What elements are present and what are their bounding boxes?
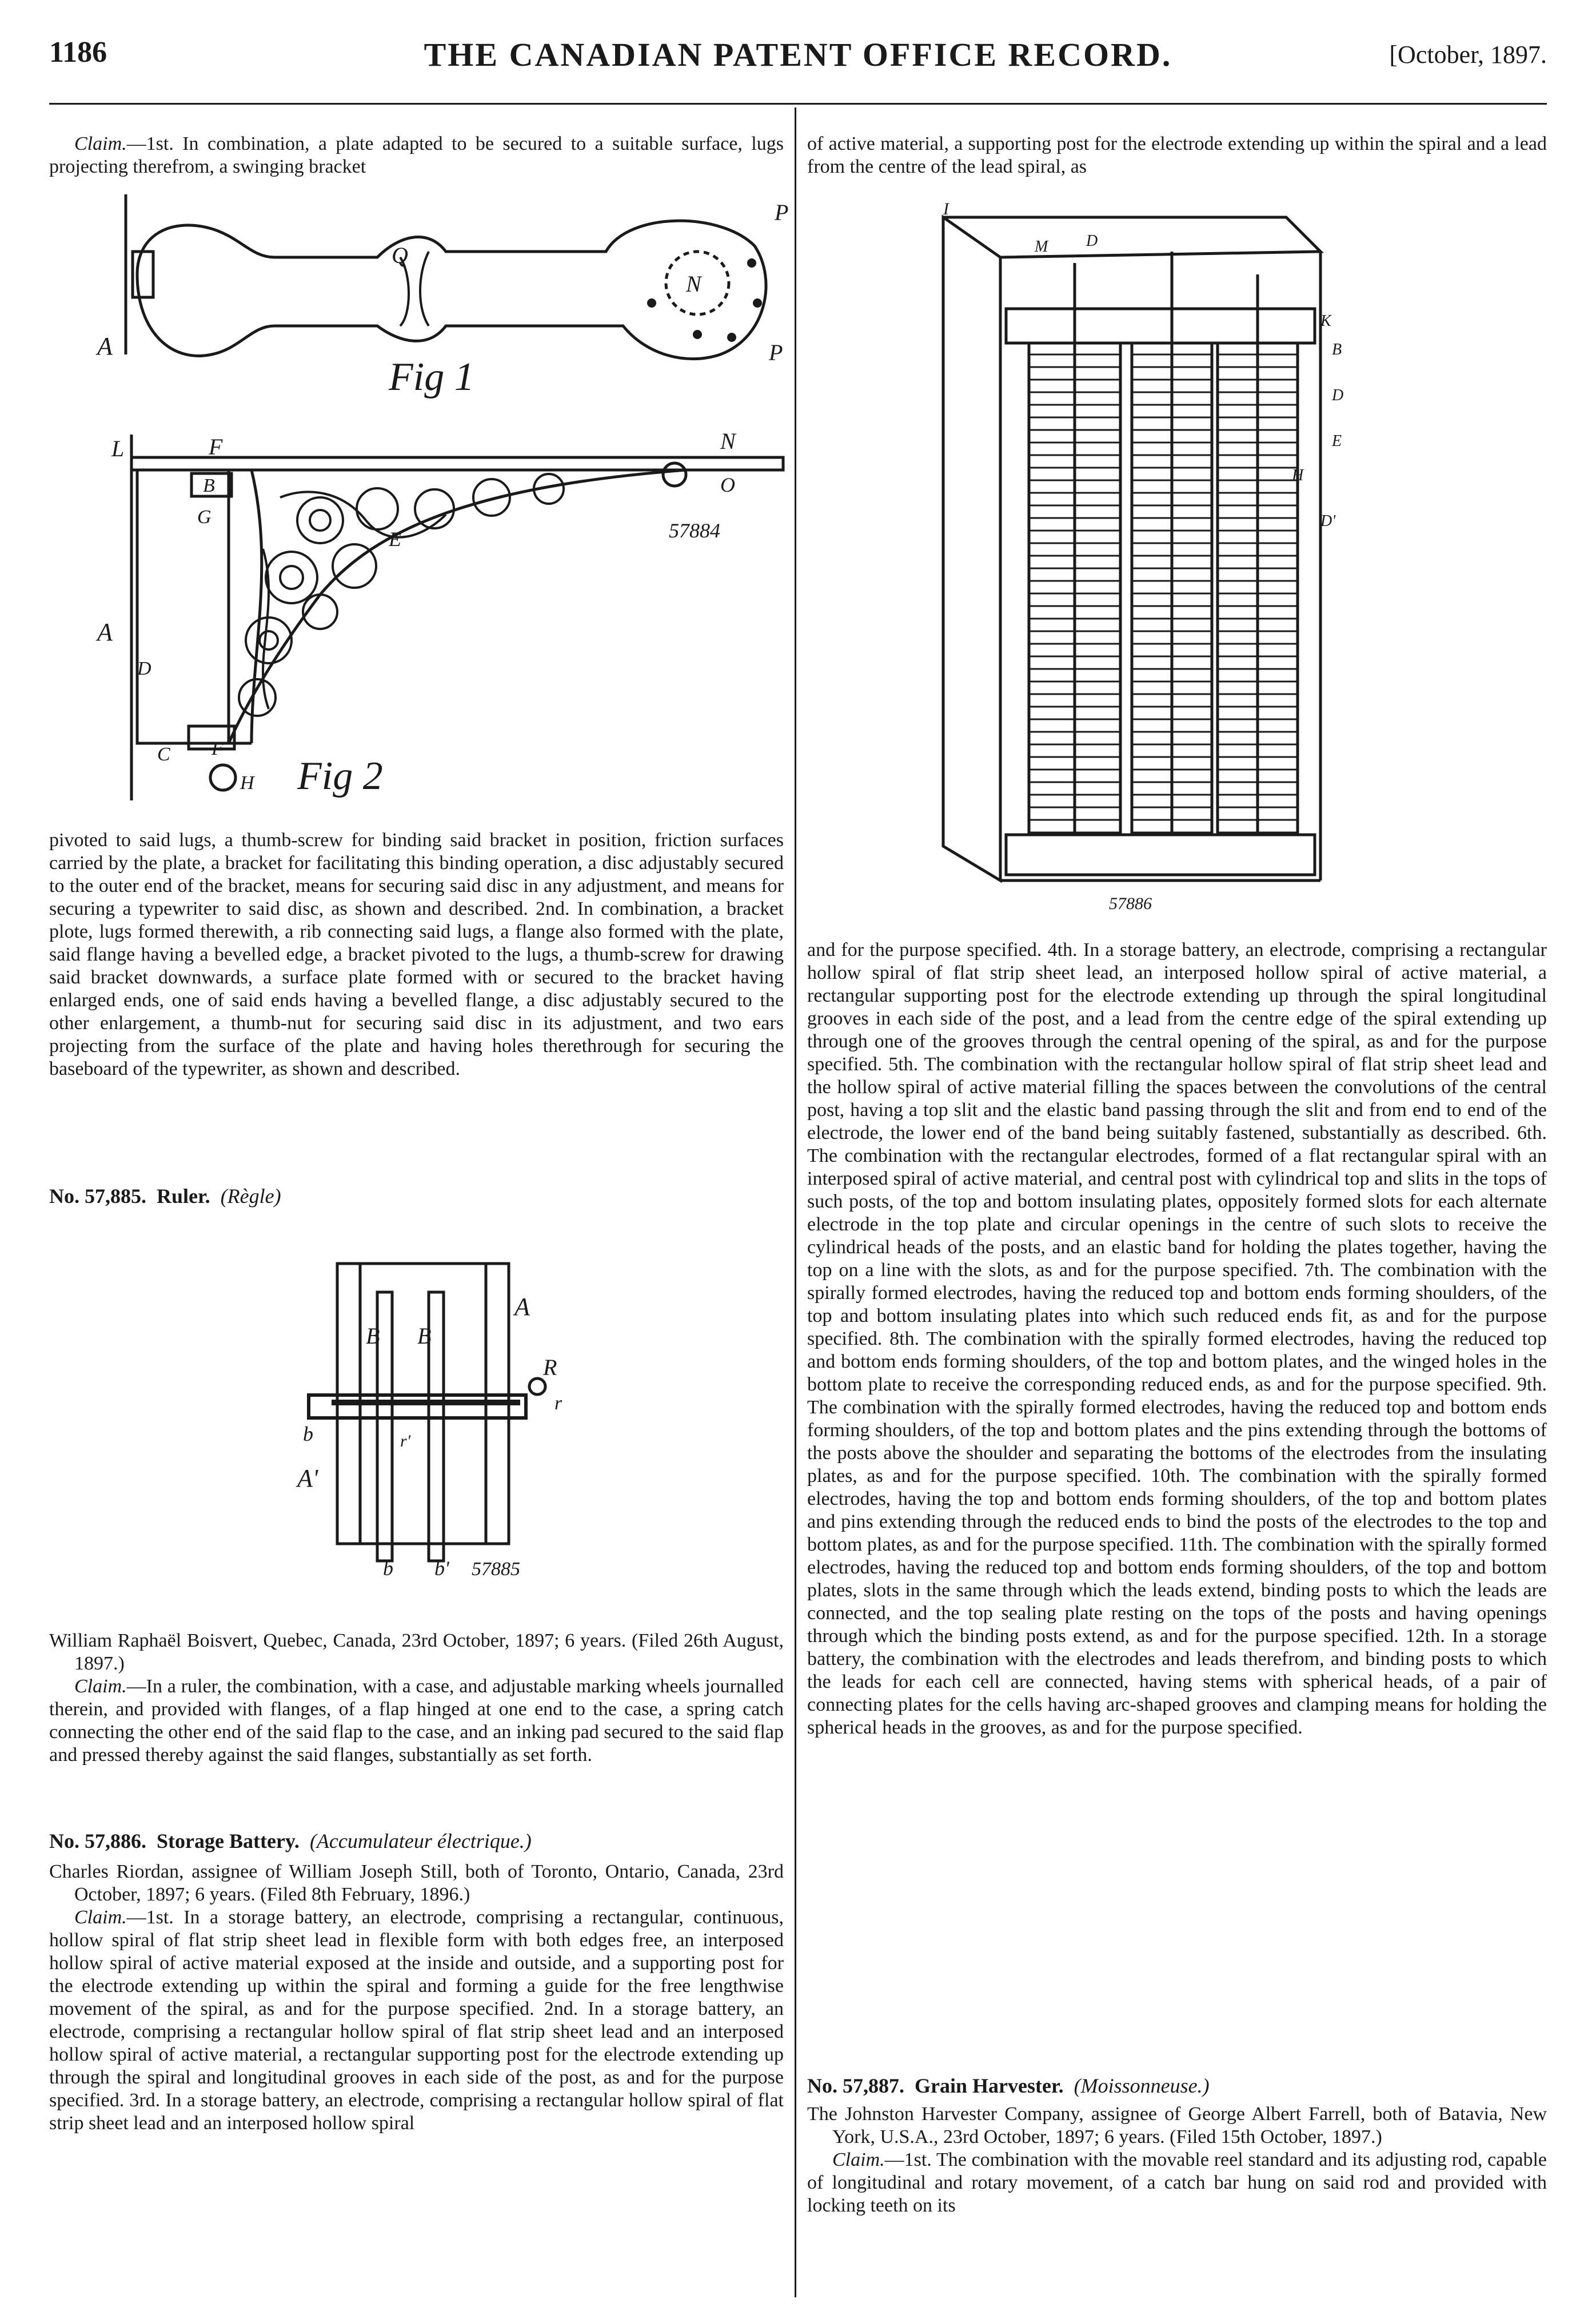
svg-text:F: F bbox=[209, 434, 223, 460]
svg-text:A: A bbox=[97, 332, 113, 360]
patent-57884-intro bbox=[49, 133, 784, 178]
svg-text:r': r' bbox=[400, 1432, 411, 1451]
svg-text:D: D bbox=[1086, 232, 1098, 250]
issue-date: [October, 1897. bbox=[1389, 41, 1547, 69]
patent-number: No. 57,886. bbox=[49, 1830, 146, 1852]
svg-text:A: A bbox=[97, 618, 113, 646]
svg-text:I: I bbox=[943, 200, 949, 218]
svg-text:E: E bbox=[389, 528, 401, 551]
svg-text:B: B bbox=[366, 1323, 380, 1349]
fig2-caption: Fig 2 bbox=[297, 754, 383, 798]
svg-text:A: A bbox=[514, 1293, 530, 1321]
claim-label: Claim. bbox=[832, 2149, 885, 2170]
patent-french-name: (Moissonneuse.) bbox=[1074, 2074, 1210, 2097]
storage-battery-drawing bbox=[920, 200, 1355, 921]
figure-57884-fig2 bbox=[80, 423, 783, 812]
claim-text-continued: pivoted to said lugs, a thumb-screw for binding said bracket in position, friction surfaces carried by the plate, a bracket for facilitating this binding operation, a disc adjustably secured to the outer end of the bracket, means for securing said disc in any adjustment, and means for securing a typewriter to said disc, as shown and described. 2nd. In combination, a bracket plote, lugs formed therewith, a rib connecting said lugs, a flange also formed with the plate, said flange having a bevelled edge, a bracket pivoted to the lugs, a thumb-screw for drawing said bracket downwards, a surface plate formed with or secured to the bracket having enlarged ends, one of said ends having a bevelled flange, a disc adjustably secured to the other enlargement, a thumb-nut for securing said disc in its adjustment, and two ears projecting from the surface of the plate and having holes therethrough for securing the baseboard of the typewriter, as shown and described. bbox=[49, 830, 784, 1079]
svg-text:D: D bbox=[1332, 386, 1344, 404]
svg-text:H: H bbox=[240, 772, 254, 794]
svg-text:K: K bbox=[1320, 312, 1331, 330]
patent-name: Grain Harvester. bbox=[915, 2074, 1064, 2097]
patent-french-name: (Accumulateur électrique.) bbox=[309, 1830, 532, 1852]
patent-applicant: The Johnston Harvester Company, assignee of George Albert Farrell, both of Batavia, New York, U.S.A., 23rd October, 1897; 6 years. (Filed 15th October, 1897.) bbox=[807, 2103, 1547, 2147]
svg-text:F: F bbox=[212, 738, 224, 759]
page-number: 1186 bbox=[49, 36, 107, 69]
svg-text:P: P bbox=[769, 340, 783, 365]
claim-text-continued: of active material, a supporting post for the electrode extending up within the spiral and a lead from the centre of the lead spiral, as bbox=[807, 133, 1547, 177]
patent-heading bbox=[807, 2074, 1547, 2097]
svg-text:P: P bbox=[775, 200, 789, 225]
patent-french-name: (Règle) bbox=[220, 1185, 281, 1208]
svg-text:M: M bbox=[1035, 238, 1048, 256]
fig2-patent-number: 57884 bbox=[669, 519, 720, 542]
claim-text: —1st. The combination with the movable reel standard and its adjusting rod, capable of longitudinal and rotary movement, of a catch bar hung on said rod and provided with locking teeth on its bbox=[807, 2149, 1547, 2216]
svg-text:r: r bbox=[554, 1393, 562, 1414]
claim-text-continued: and for the purpose specified. 4th. In a storage battery, an electrode, comprising a rectangular hollow spiral of flat strip sheet lead, an interposed hollow spiral of active material, a rectangular supporting post for the electrode extending up through the spiral longitudinal grooves in each side of the post, and a lead from the centre edge of the spiral extending up through one of the grooves through the central opening of the spiral, as and for the purpose specified. 5th. The combination with the rectangular hollow spiral of flat strip sheet lead and the hollow spiral of active material filling the spaces between the convolutions of the central post, having a top slit and the elastic band passing through the slit and from end to end of the electrode, the lower end of the band being suitably fastened, substantially as described. 6th. The combination with the rectangular electrodes, formed of a flat rectangular spiral with an interposed spiral of active material, and central post with cylindrical top and slits in the tops of such posts, of the top and bottom insulating plates, oppositely formed slots for each alternate electrode in the top plate and circular openings in the centre of such slots to receive the cylindrical heads of the posts, and an elastic band for holding the plates together, having the top on a line with the slots, as and for the purpose specified. 7th. The combination with the spirally formed electrodes, having the reduced top and bottom ends forming shoulders, of the top and bottom insulating plates into which such reduced ends fit, as and for the purpose specified. 8th. The combination with the spirally formed electrodes, having the reduced top and bottom ends forming shoulders, of the top and bottom plates, and the winged holes in the bottom plate to receive the corresponding reduced ends, as and for the purpose specified. 9th. The combination with the spirally formed electrodes, having the reduced top and bottom ends forming shoulders, of the top and bottom plates and the pins extending through the bottoms of the posts above the shoulder and separating the bottoms of the electrodes from the insulating plates, as and for the purpose specified. 10th. The combination with the spirally formed electrodes, having the top and bottom ends forming shoulders, of the top and bottom plates and pins extending through the reduced ends to bind the posts of the electrodes to the top and bottom plates, as and for the purpose specified. 11th. The combination with the spirally formed electrodes, having the reduced top and bottom ends forming shoulders, of the top and bottom plates, slots in the same through which the leads extend, binding posts to which the leads are connected, and the top sealing plate resting on the tops of the posts and having openings through which the binding posts extend, as and for the purpose specified. 12th. In a storage battery, the combination with the electrodes and leads therefrom, and binding posts to which the leads for each cell are connected, having stems with spherical heads, of a pair of connecting plates for the cells having arc-shaped grooves and clamping means for holding the spherical heads in the grooves, as and for the purpose specified. bbox=[807, 939, 1547, 1738]
svg-text:R: R bbox=[543, 1354, 557, 1380]
svg-text:b: b bbox=[303, 1423, 313, 1445]
svg-text:O: O bbox=[720, 473, 735, 496]
bracket-side-view bbox=[80, 423, 783, 812]
figure-57885 bbox=[246, 1258, 589, 1578]
svg-text:C: C bbox=[157, 744, 170, 765]
svg-text:D: D bbox=[137, 658, 151, 679]
patent-heading bbox=[49, 1830, 784, 1852]
ruler-patent-number: 57885 bbox=[472, 1559, 520, 1580]
patent-applicant: William Raphaël Boisvert, Quebec, Canada, 23rd October, 1897; 6 years. (Filed 26th August, 1897.) bbox=[49, 1630, 784, 1674]
patent-number: No. 57,887. bbox=[807, 2074, 904, 2097]
claim-label: Claim. bbox=[74, 1907, 127, 1928]
patent-applicant: Charles Riordan, assignee of William Joseph Still, both of Toronto, Ontario, Canada, 23rd October, 1897; 6 years. (Filed 8th February, 1896.) bbox=[49, 1861, 784, 1905]
battery-patent-number: 57886 bbox=[1109, 894, 1152, 913]
svg-text:B: B bbox=[1332, 341, 1342, 358]
svg-text:H: H bbox=[1292, 467, 1304, 484]
publication-title: THE CANADIAN PATENT OFFICE RECORD. bbox=[424, 36, 1172, 73]
claim-text: —In a ruler, the combination, with a case, and adjustable marking wheels journalled therein, and provided with flanges, of a flap hinged at one end to the case, a spring catch connecting the other end of the said flap to the case, and an inking pad secured to the said flap and pressed thereby against the said flanges, substantially as set forth. bbox=[49, 1676, 784, 1766]
patent-number: No. 57,885. bbox=[49, 1185, 146, 1208]
patent-57886-right bbox=[807, 939, 1547, 1739]
svg-text:L: L bbox=[111, 436, 125, 461]
claim-text: —1st. In combination, a plate adapted to be secured to a suitable surface, lugs projecting therefrom, a swinging bracket bbox=[49, 133, 784, 177]
header-rule bbox=[49, 103, 1547, 105]
patent-57884-claims bbox=[49, 829, 784, 1081]
patent-heading bbox=[49, 1185, 784, 1208]
patent-57886-right-top bbox=[807, 133, 1547, 178]
claim-label: Claim. bbox=[74, 1676, 127, 1697]
fig1-caption: Fig 1 bbox=[389, 355, 474, 399]
claim-text: —1st. In a storage battery, an electrode, comprising a rectangular, continuous, hollow spiral of flat strip sheet lead in flexible form with both edges free, an interposed hollow spiral of active material exposed at the inside and outside, and a supporting post for the electrode extending up within the spiral and forming a guide for the free lengthwise movement of the spiral, as and for the purpose specified. 2nd. In a storage battery, an electrode, comprising a rectangular hollow spiral of flat strip sheet lead and an interposed hollow spiral of active material, a rectangular supporting post for the electrode extending up through the spiral and longitudinal grooves in each side of the post, as and for the purpose specified. 3rd. In a storage battery, an electrode, comprising a rectangular hollow spiral of flat strip sheet lead and an interposed hollow spiral bbox=[49, 1907, 784, 2134]
patent-name: Ruler. bbox=[157, 1185, 210, 1208]
svg-text:B: B bbox=[203, 475, 215, 496]
patent-name: Storage Battery. bbox=[157, 1830, 300, 1852]
svg-text:A': A' bbox=[297, 1464, 318, 1492]
svg-text:G: G bbox=[197, 507, 212, 528]
claim-label: Claim. bbox=[74, 133, 127, 154]
svg-text:N: N bbox=[720, 428, 736, 454]
svg-text:D': D' bbox=[1320, 512, 1336, 530]
svg-text:B: B bbox=[417, 1323, 432, 1349]
patent-57886-left bbox=[49, 1830, 784, 2135]
patent-57885-body bbox=[49, 1629, 784, 1767]
patent-57887 bbox=[807, 2074, 1547, 2217]
ruler-drawing bbox=[246, 1258, 589, 1578]
svg-text:b': b' bbox=[434, 1557, 449, 1580]
svg-text:b: b bbox=[383, 1557, 393, 1580]
page-header bbox=[49, 35, 1547, 81]
patent-57885 bbox=[49, 1185, 784, 1208]
figure-57886 bbox=[920, 200, 1355, 921]
svg-text:Q: Q bbox=[392, 242, 408, 268]
column-divider bbox=[795, 107, 796, 2297]
svg-text:E: E bbox=[1332, 432, 1342, 450]
svg-text:N: N bbox=[686, 271, 701, 297]
